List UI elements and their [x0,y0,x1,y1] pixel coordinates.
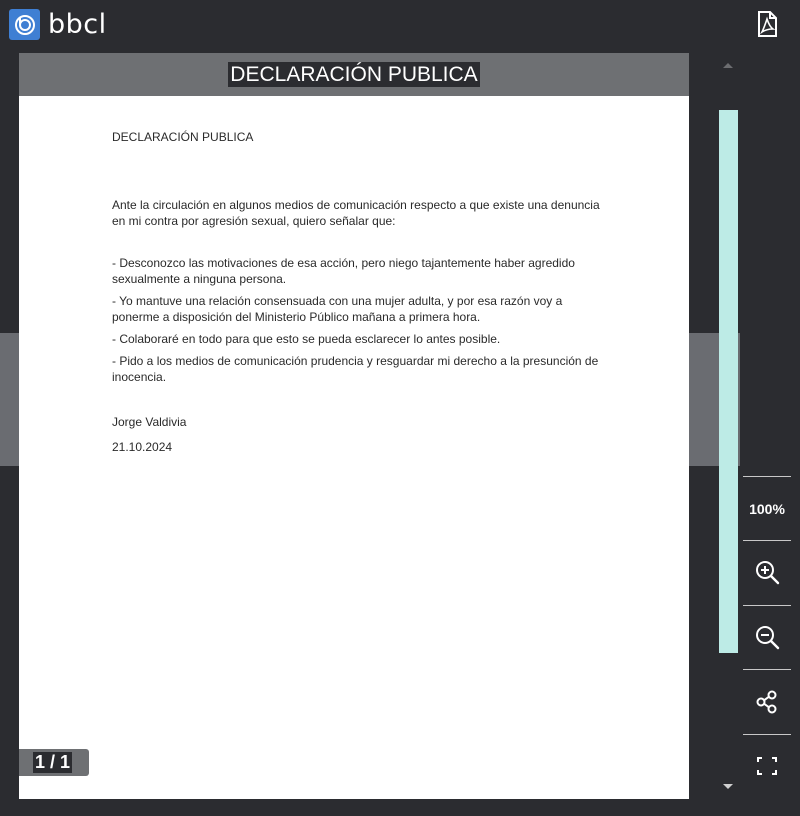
document-point: - Yo mantuve una relación consensuada con una mujer adulta, y por esa razón voy a ponerme a disposición del Ministerio Público mañana a primera hora. [112,294,563,324]
zoom-in-icon [753,558,781,586]
control-divider [743,605,791,606]
document-title: DECLARACIÓN PUBLICA [230,63,478,86]
page-counter [19,749,89,776]
document-point: - Colaboraré en todo para que esto se pueda esclarecer lo antes posible. [112,332,501,346]
share-button[interactable] [753,688,781,716]
scroll-up-arrow[interactable] [723,63,733,68]
document-signature: Jorge Valdivia [112,415,187,429]
page-counter-text: 1 / 1 [35,752,71,772]
document-point: - Pido a los medios de comunicación prudencia y resguardar mi derecho a la presunción de inocencia. [112,354,599,384]
zoom-level: 100% [749,501,785,517]
document-date: 21.10.2024 [112,440,173,454]
document-point: - Desconozco las motivaciones de esa acción, pero niego tajantemente haber agredido sexualmente a ninguna persona. [112,256,575,286]
share-icon [753,688,781,716]
control-divider [743,669,791,670]
bbcl-logo-icon [9,9,40,40]
bbcl-logo[interactable] [9,9,107,40]
control-divider [743,540,791,541]
document-page [112,129,612,455]
zoom-in-button[interactable] [753,558,781,586]
previous-page-area[interactable] [0,333,19,466]
document-title-bar [19,53,689,96]
document-viewer[interactable] [19,53,689,799]
document-intro: Ante la circulación en algunos medios de comunicación respecto a que existe una denuncia en mi contra por agresión sexual, quiero señalar que: [112,198,600,228]
fullscreen-icon [753,752,781,780]
scrollbar-thumb[interactable] [719,110,738,653]
logo-text: bbcl [48,9,107,40]
scroll-down-arrow[interactable] [723,784,733,789]
pdf-icon [754,10,780,38]
zoom-out-icon [753,623,781,651]
control-divider [743,476,791,477]
fullscreen-button[interactable] [753,752,781,780]
control-divider [743,734,791,735]
zoom-out-button[interactable] [753,623,781,651]
pdf-download-button[interactable] [754,10,780,38]
document-heading: DECLARACIÓN PUBLICA [112,130,254,144]
